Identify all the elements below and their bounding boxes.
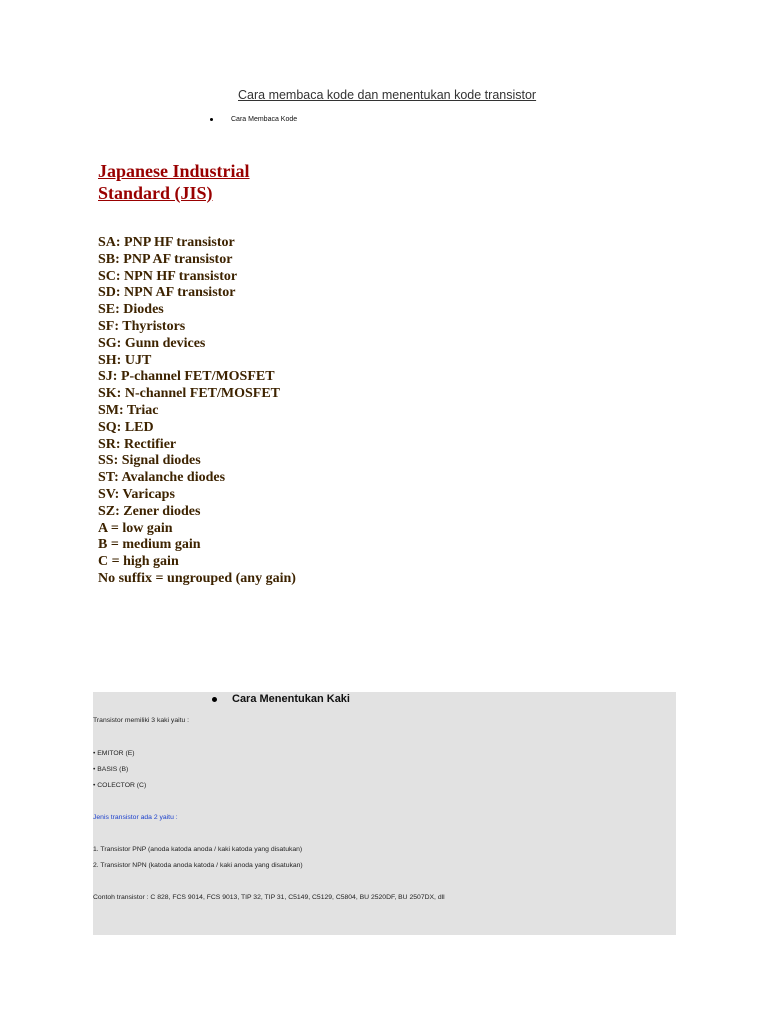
list-item: SH: UJT [98, 352, 152, 368]
list-item: SA: PNP HF transistor [98, 235, 235, 250]
type-pnp: 1. Transistor PNP (anoda katoda anoda / kaki katoda yang disatukan) [93, 846, 303, 853]
list-item: SZ: Zener diodes [98, 503, 201, 519]
bullet-dot-icon [212, 697, 217, 702]
examples-text: Contoh transistor : C 828, FCS 9014, FCS 9013, TIP 32, TIP 31, C5149, C5129, C5804, BU 2520DF, BU 2507DX, dll [93, 894, 445, 901]
bullet-dot-icon [210, 118, 213, 121]
jis-heading[interactable]: Japanese Industrial Standard (JIS) [98, 161, 250, 203]
list-item: SB: PNP AF transistor [98, 251, 233, 267]
legs-intro: Transistor memiliki 3 kaki yaitu : [93, 717, 190, 724]
leg-colector: • COLECTOR (C) [93, 782, 147, 789]
type-npn: 2. Transistor NPN (katoda anoda katoda / kaki anoda yang disatukan) [93, 862, 303, 869]
list-item: A = low gain [98, 520, 173, 536]
types-intro: Jenis transistor ada 2 yaitu : [93, 814, 178, 821]
list-item: SF: Thyristors [98, 318, 186, 334]
list-item: No suffix = ungrouped (any gain) [98, 570, 296, 586]
list-item: ST: Avalanche diodes [98, 470, 226, 486]
list-item: SV: Varicaps [98, 486, 175, 502]
list-item: SC: NPN HF transistor [98, 268, 238, 284]
leg-basis: • BASIS (B) [93, 766, 129, 773]
list-item: SJ: P-channel FET/MOSFET [98, 369, 275, 385]
leg-emitor: • EMITOR (E) [93, 750, 135, 757]
list-item: SD: NPN AF transistor [98, 285, 236, 301]
section-heading: Cara Menentukan Kaki [232, 693, 350, 705]
list-item: C = high gain [98, 554, 179, 570]
list-item: SR: Rectifier [98, 436, 177, 452]
bullet-cara-membaca [210, 116, 297, 123]
list-item: SM: Triac [98, 402, 159, 418]
list-item: B = medium gain [98, 537, 201, 553]
list-item: SE: Diodes [98, 302, 164, 318]
list-item: SS: Signal diodes [98, 453, 201, 469]
bullet-cara-menentukan [212, 693, 350, 705]
list-item: SQ: LED [98, 419, 154, 435]
bullet-label: Cara Membaca Kode [231, 116, 298, 123]
jis-code-list [98, 235, 298, 588]
list-item: SK: N-channel FET/MOSFET [98, 386, 281, 402]
list-item: SG: Gunn devices [98, 335, 206, 351]
page-title: Cara membaca kode dan menentukan kode transistor [238, 88, 537, 102]
